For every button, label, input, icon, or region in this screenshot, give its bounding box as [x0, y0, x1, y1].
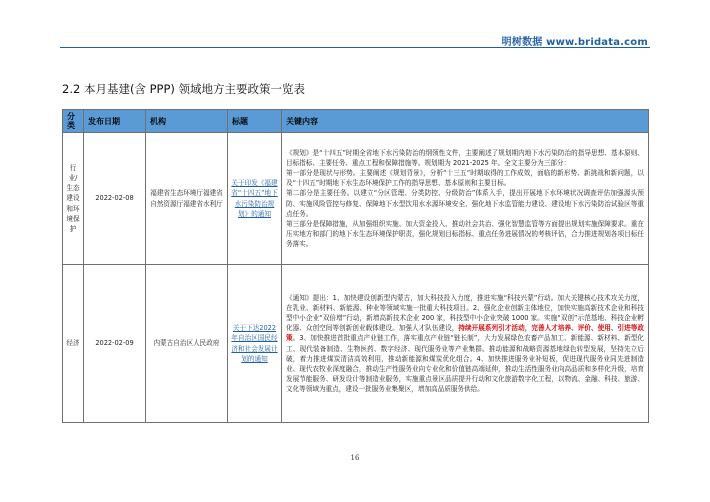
- header-date: 发布日期: [84, 110, 146, 133]
- row-title-cell: [228, 133, 282, 265]
- content-paragraph: 第三部分是保障措施，从加强组织实施、加大资金投入、推动社会共治、强化智慧监管等方面提出规划实施保障要求。重在压实地方和部门的地下水生态环境保护职责，强化规划目标指标、重点任务进展情况的考核评估，合力推进规划各项目标任务落实。: [286, 219, 644, 248]
- table-row: [63, 265, 649, 423]
- table-row: [63, 133, 649, 265]
- policy-title-link[interactable]: 关于下达2022 年自治区国民经济和社会发展计划的通知: [231, 324, 278, 363]
- row-date: 2022-02-09: [84, 265, 146, 423]
- content-highlight: 持续开展系列引才活动，完善人才培养、评价、使用、引进等政策: [286, 324, 645, 343]
- content-paragraph: 《规划》是“十四五”时期全省地下水污染防治的纲领性文件，主要阐述了规划期内地下水污染防治的指导思想、基本原则、目标指标、主要任务、重点工程和保障措施等。规划期为 2021-2025 年。全文主要分为三部分：: [286, 149, 644, 168]
- header-title: 标题: [228, 110, 282, 133]
- row-category: 行业/生态建设和环境保护: [63, 133, 84, 265]
- content-text: 。3、加快推进首批重点产业链工作，落实重点产业链“链长制”，大力发展绿色农畜产品加工、新能源、新材料、新型化工、现代装备制造、生物医药、数字经济、现代服务业等产业集群。推动能源和战略资源基地绿色转型发展，坚持先立后破，着力推进煤炭清洁高效利用，推动新能源和煤炭优化组合。4、加快推进服务业补短板，促进现代服务业同先进制造业、现代农牧业深度融合，推动生产性服务业向专业化和价值链高端延伸，推动生活性服务业向高品质和多样化升级，培育发展节能服务、研发设计等制造业服务，实施重点景区品质提升行动和文化旅游数字化工程，以物流、金融、科技、旅游、文化等领域为重点，建设一批服务业集聚区，增加高品质服务供给。: [286, 334, 644, 393]
- content-paragraph: 第一部分是现状与形势。主要阐述《规划背景》，分析“十三五”时期取得的工作成效，面临的新形势、新挑战和新问题，以及“十四五”时期地下水生态环境保护工作的指导思想、基本原则和主要目标。: [286, 169, 644, 188]
- policy-title-link[interactable]: 关于印发《福建省“十四五”地下水污染防治规划》的通知: [231, 179, 278, 218]
- table-header-row: [63, 110, 649, 133]
- row-title-cell: [228, 265, 282, 423]
- section-title: 2.2 本月基建(含 PPP) 领域地方主要政策一览表: [62, 82, 306, 96]
- row-date: 2022-02-08: [84, 133, 146, 265]
- row-agency: 内蒙古自治区人民政府: [146, 265, 228, 423]
- row-content: [282, 133, 649, 265]
- content-text: 《通知》提出：1、加快建设创新型内蒙古，加大科技投入力度，推进实施“科技兴蒙”行动。加大关键核心技术攻关力度，在乳业、新材料、新能源、种业等领域实施一批重大科技项目。2、强化企业创新主体地位，加快实施高新技术企业和科技型中小企业“双倍增”行动，新增高新技术企业 200 家，科技型中小企业突破 1000 家。实施“双创”示范基地、科技企业孵化器、众创空间等创新创业载体建设。加强人才队伍建设，: [286, 294, 644, 333]
- header-category: 分类: [63, 110, 84, 133]
- row-content: [282, 265, 649, 423]
- row-agency: 福建省生态环境厅福建省自然资源厅福建省水利厅: [146, 133, 228, 265]
- header-agency: 机构: [146, 110, 228, 133]
- header-rule: [60, 47, 650, 48]
- row-category: 经济: [63, 265, 84, 423]
- header-content: 关键内容: [282, 110, 649, 133]
- policy-table: [62, 109, 649, 423]
- page-number: 16: [350, 454, 360, 462]
- content-paragraph: 第二部分是主要任务。以建立“分区管理、分类防控、分级防治”体系入手，提出开展地下水环境状况调查评估加强源头预防、实施风险管控与修复、保障地下水型饮用水水源环境安全、强化地下水监管能力建设、建设地下水污染防治试验区等重点任务。: [286, 189, 644, 218]
- brand-logo: 明树数据 www.bridata.com: [501, 37, 648, 48]
